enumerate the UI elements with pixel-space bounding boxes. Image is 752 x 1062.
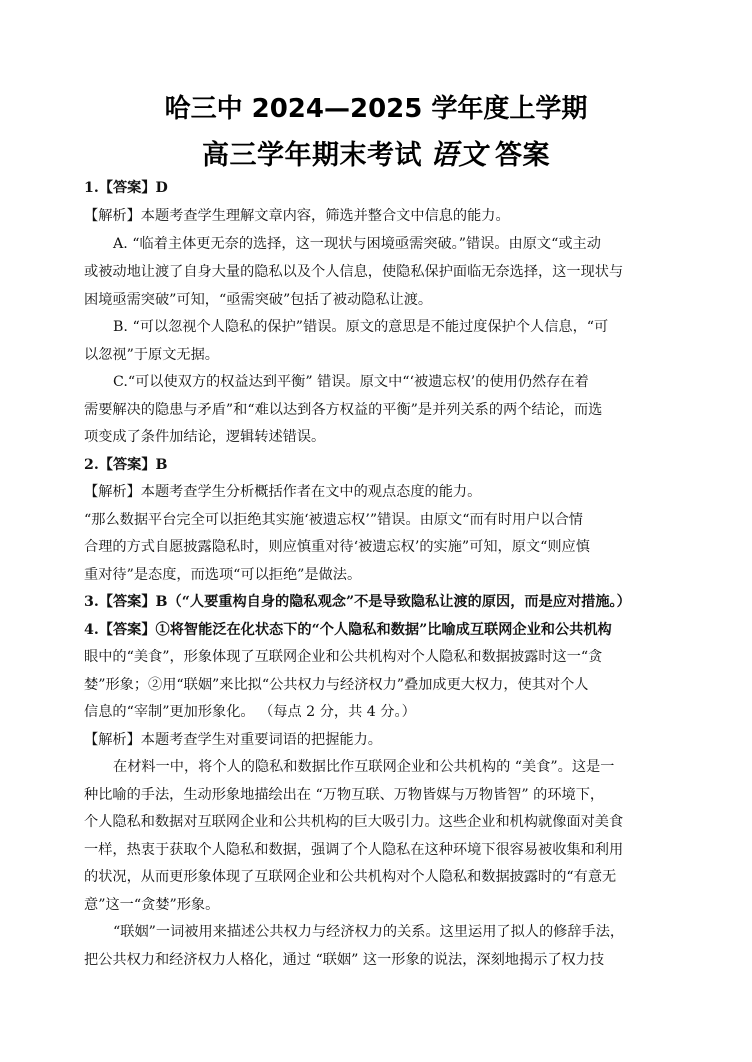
text-line: “联姻”一词被用来描述公共权力与经济权力的关系。这里运用了拟人的修辞手法， <box>113 924 625 940</box>
text-line: 困境亟需突破”可知，“亟需突破”包括了被动隐私让渡。 <box>84 292 433 308</box>
text-line: B. “可以忽视个人隐私的保护”错误。原文的意思是不能过度保护个人信息，“可 <box>113 319 609 335</box>
subtitle-prefix: 高三学年期末考试 <box>201 140 422 171</box>
q1-answer: 1.【答案】D <box>84 180 168 196</box>
text-line: “那么数据平台完全可以拒绝其实施‘被遗忘权’”错误。由原文“而有时用户以合情 <box>84 512 583 528</box>
text-line: 眼中的“美食”，形象体现了互联网企业和公共机构对个人隐私和数据披露时这一“贪 <box>84 649 603 665</box>
subject-name: 语文 <box>429 138 487 171</box>
q4-analysis: 【解析】本题考查学生对重要词语的把握能力。 <box>84 732 382 748</box>
q2-answer: 2.【答案】B <box>84 457 168 473</box>
text-line: 意”这一“贪婪”形象。 <box>84 897 220 913</box>
text-line: 在材料一中，将个人的隐私和数据比作互联网企业和公共机构的 “美食”。这是一 <box>113 759 615 775</box>
text-line: 信息的“宰制”更加形象化。 （每点 2 分，共 4 分。） <box>84 704 416 720</box>
text-line: 一样，热衷于获取个人隐私和数据，强调了个人隐私在这种环境下很容易被收集和利用 <box>84 842 624 858</box>
document-subtitle <box>0 133 752 173</box>
text-line: 个人隐私和数据对互联网企业和公共机构的巨大吸引力。这些企业和机构就像面对美食 <box>84 814 624 830</box>
subtitle-suffix: 答案 <box>495 140 550 171</box>
text-line: A. “临着主体更无奈的选择，这一现状与困境亟需突破。”错误。由原文“或主动 <box>113 236 601 252</box>
text-line: C.“可以使双方的权益达到平衡” 错误。原文中“‘被遗忘权’的使用仍然存在着 <box>113 374 589 390</box>
text-line: 项变成了条件加结论，逻辑转述错误。 <box>84 429 326 445</box>
text-line: 的状况，从而更形象体现了互联网企业和公共机构对个人隐私和数据披露时的“有意无 <box>84 869 617 885</box>
text-line: 合理的方式自愿披露隐私时，则应慎重对待‘被遗忘权’的实施”可知，原文“则应慎 <box>84 539 590 555</box>
text-line: 以忽视”于原文无据。 <box>84 347 219 363</box>
q2-analysis: 【解析】本题考查学生分析概括作者在文中的观点态度的能力。 <box>84 484 482 500</box>
text-line: 婪”形象；②用“联姻”来比拟“公共权力与经济权力”叠加成更大权力，使其对个人 <box>84 677 589 693</box>
text-line: 或被动地让渡了自身大量的隐私以及个人信息，使隐私保护面临无奈选择，这一现状与 <box>84 264 624 280</box>
text-line: 把公共权力和经济权力人格化，通过 “联姻” 这一形象的说法，深刻地揭示了权力技 <box>84 952 605 968</box>
q4-answer: 4.【答案】①将智能泛在化状态下的“个人隐私和数据”比喻成互联网企业和公共机构 <box>84 622 612 638</box>
text-line: 种比喻的手法，生动形象地描绘出在 “万物互联、万物皆媒与万物皆智” 的环境下， <box>84 787 605 803</box>
q3-answer: 3.【答案】B（“人要重构自身的隐私观念”不是导致隐私让渡的原因，而是应对措施。） <box>84 594 631 610</box>
text-line: 需要解决的隐患与矛盾”和“难以达到各方权益的平衡”是并列关系的两个结论，而选 <box>84 402 603 418</box>
q1-analysis: 【解析】本题考查学生理解文章内容，筛选并整合文中信息的能力。 <box>84 208 510 224</box>
document-title: 哈三中 2024—2025 学年度上学期 <box>164 94 588 124</box>
text-line: 重对待”是态度，而选项“可以拒绝”是做法。 <box>84 567 362 583</box>
